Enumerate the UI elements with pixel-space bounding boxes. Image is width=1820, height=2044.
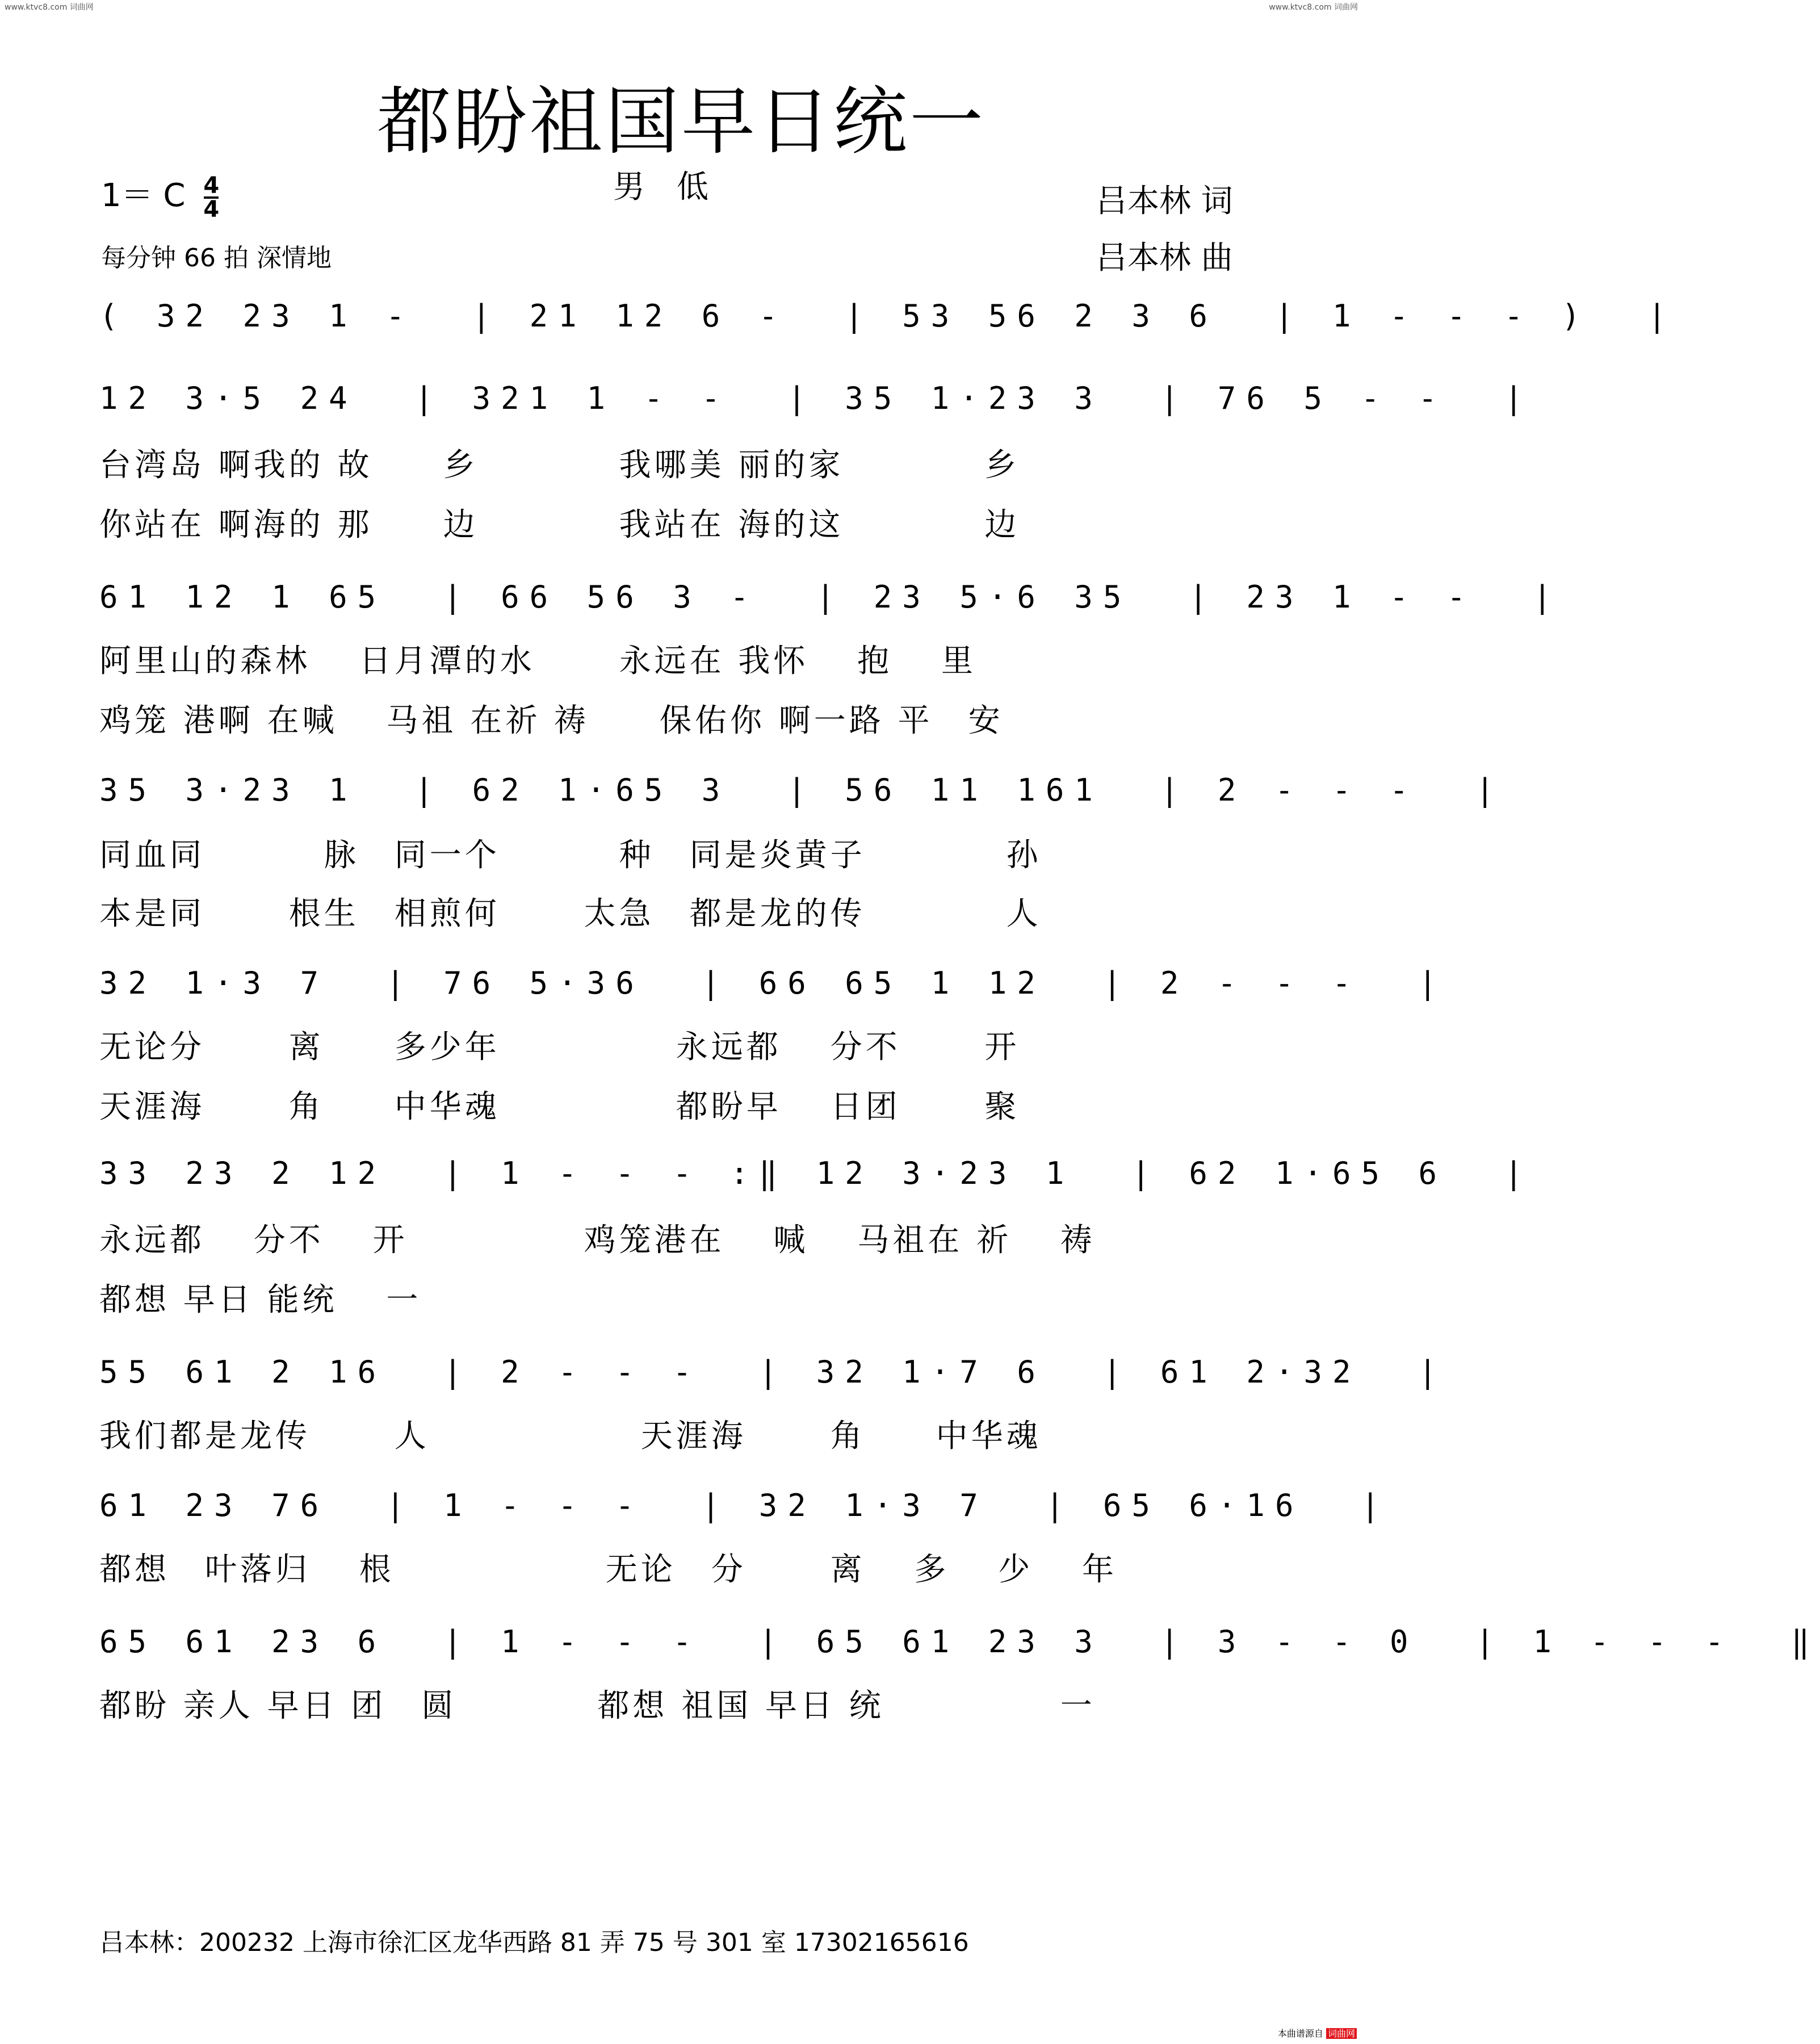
voice-part: 男 低 [613,169,708,206]
lyric-line: 无论分 离 多少年 永远都 分不 开 [99,1029,1020,1066]
corner-badge-text: 本曲谱源自 [1277,2028,1323,2039]
key-label: 1＝ C [101,177,186,214]
notation-row [99,298,1677,383]
lyric-line: 台湾岛 啊我的 故 乡 我哪美 丽的家 乡 [99,447,1020,484]
lyric-line: 同血同 脉 同一个 种 同是炎黄子 孙 [99,837,1042,874]
notation-line: 61 12 1 65 | 66 56 3 - | 23 5·6 35 | 23 1 - - | [99,579,1562,615]
lyric-line: 你站在 啊海的 那 边 我站在 海的这 边 [99,506,1020,543]
lyric-line: 本是同 根生 相煎何 太急 都是龙的传 人 [99,895,1042,932]
notation-line: 61 23 76 | 1 - - - | 32 1·3 7 | 65 6·16 | [99,1488,1390,1523]
page-title: 都盼祖国早日统一 [376,78,986,165]
tempo-marking: 每分钟 66 拍 深情地 [101,244,332,273]
notation-line: 35 3·23 1 | 62 1·65 3 | 56 11 161 | 2 - - - | [99,772,1505,808]
notation-line: ( 32 23 1 - | 21 12 6 - | 53 56 2 3 6 | 1 - - - ) | [99,298,1677,334]
watermark-right: www.ktvc8.com 词曲网 [1269,3,1358,12]
time-signature [203,172,220,223]
lyric-line: 天涯海 角 中华魂 都盼早 日团 聚 [99,1088,1020,1125]
lyric-line: 永远都 分不 开 鸡笼港在 喊 马祖在 祈 祷 [99,1222,1096,1259]
notation-line: 33 23 2 12 | 1 - - - :‖ 12 3·23 1 | 62 1·65 6 | [99,1155,1533,1191]
watermark-left: www.ktvc8.com 词曲网 [5,3,94,12]
lyric-line: 都想 早日 能统 一 [99,1281,422,1318]
notation-line: 12 3·5 24 | 321 1 - - | 35 1·23 3 | 76 5 - - | [99,380,1533,416]
lyric-line: 鸡笼 港啊 在喊 马祖 在祈 祷 保佑你 啊一路 平 安 [99,702,1004,739]
lyric-line: 都想 叶落归 根 无论 分 离 多 少 年 [99,1551,1118,1588]
time-signature-bottom: 4 [203,196,220,223]
lyric-line: 都盼 亲人 早日 团 圆 都想 祖国 早日 统 一 [99,1687,1096,1724]
lyric-line: 阿里山的森林 日月潭的水 永远在 我怀 抱 里 [99,643,977,680]
composer: 吕本林 曲 [1096,240,1233,277]
key-signature [101,170,220,223]
notation-line: 65 61 23 6 | 1 - - - | 65 61 23 3 | 3 - - 0 | 1 - - - ‖ [99,1624,1820,1660]
time-signature-top: 4 [203,172,220,199]
footer-contact: 吕本林：200232 上海市徐汇区龙华西路 81 弄 75 号 301 室 17302165616 [99,1928,969,1957]
corner-badge [1278,2026,1357,2039]
lyric-line: 我们都是龙传 人 天涯海 角 中华魂 [99,1418,1042,1455]
notation-line: 32 1·3 7 | 76 5·36 | 66 65 1 12 | 2 - - - | [99,965,1448,1001]
notation-line: 55 61 2 16 | 2 - - - | 32 1·7 6 | 61 2·32 | [99,1354,1448,1390]
lyricist: 吕本林 词 [1096,183,1233,220]
corner-badge-brand: 词曲网 [1326,2028,1357,2039]
